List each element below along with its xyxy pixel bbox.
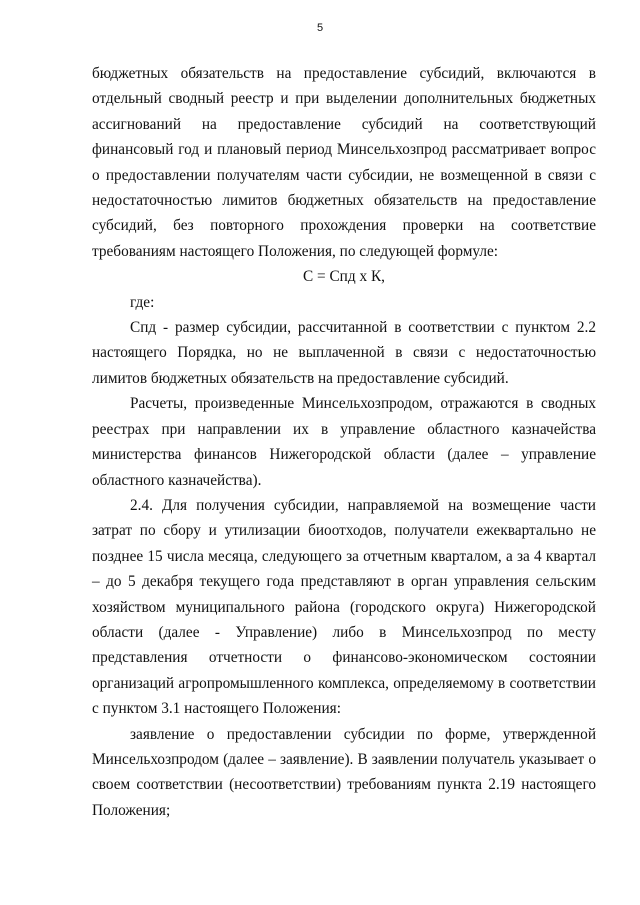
paragraph-calculations: Расчеты, произведенные Минсельхозпродом, отражаются в сводных реестрах при направлении их в управление областного казначейства министерства финансов Нижегородской области (далее – управление областного казначейства). <box>92 395 596 489</box>
paragraph-application: заявление о предоставлении субсидии по форме, утвержденной Минсельхозпродом (далее – заявление). В заявлении получатель указывает о своем соответствии (несоответствии) требованиям пункта 2.19 настоящего Положения; <box>92 725 596 819</box>
document-body <box>92 61 596 823</box>
paragraph-spd-definition: Спд - размер субсидии, рассчитанной в соответствии с пунктом 2.2 настоящего Порядка, но не выплаченной в связи с недостаточностью лимитов бюджетных обязательств на предоставление субсидий. <box>92 319 596 387</box>
paragraph-clause-2-4: 2.4. Для получения субсидии, направляемой на возмещение части затрат по сбору и утилизации биоотходов, получатели ежеквартально не позднее 15 числа месяца, следующего за отчетным кварталом, а за 4 квартал – до 5 декабря текущего года представляют в орган управления сельским хозяйством муниципального района (городского округа) Нижегородской области (далее - Управление) либо в Минсельхозпрод по месту представления отчетности о финансово-экономическом состоянии организаций агропромышленного комплекса, определяемому в соответствии с пунктом 3.1 настоящего Положения: <box>92 496 596 718</box>
paragraph-continuation: бюджетных обязательств на предоставление субсидий, включаются в отдельный сводный реестр и при выделении дополнительных бюджетных ассигнований на предоставление субсидий на соответствующий финансовый год и плановый период Минсельхозпрод рассматривает вопрос о предоставлении получателям части субсидии, не возмещенной в связи с недостаточностью лимитов бюджетных обязательств на предоставление субсидий, без повторного прохождения проверки на соответствие требованиям настоящего Положения, по следующей формуле: <box>92 65 596 260</box>
formula-legend-label: где: <box>130 293 155 311</box>
page-number: 5 <box>316 22 324 34</box>
formula: С = Спд х К, <box>303 268 385 286</box>
